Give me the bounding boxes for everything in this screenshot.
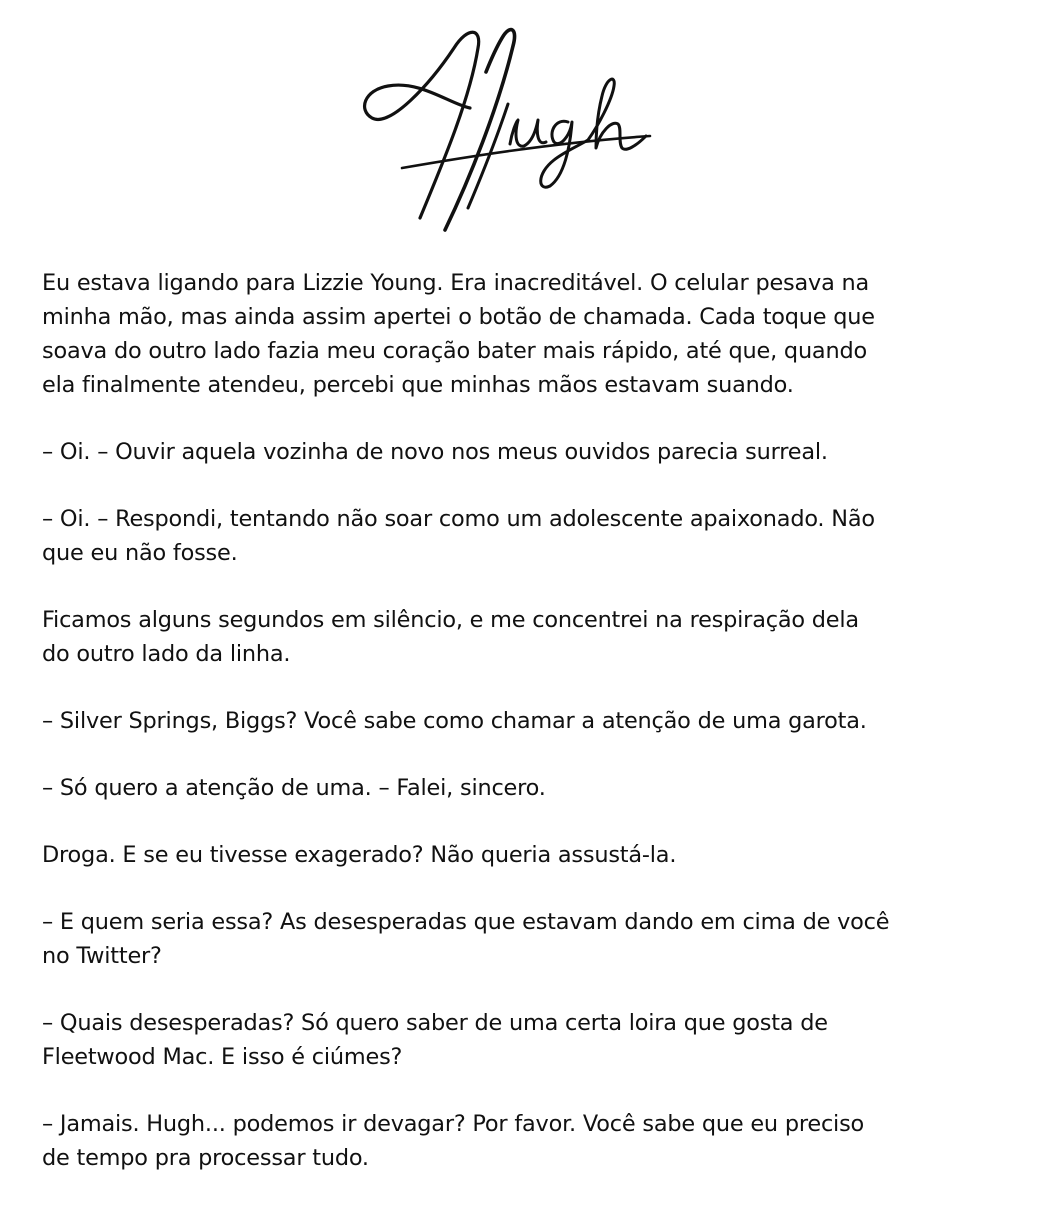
paragraph: – Só quero a atenção de uma. – Falei, sincero. xyxy=(42,775,546,801)
signature-icon xyxy=(350,8,670,240)
story-text xyxy=(42,266,1010,1208)
paragraph: Droga. E se eu tivesse exagerado? Não queria assustá-la. xyxy=(42,842,677,868)
paragraph: Eu estava ligando para Lizzie Young. Era inacreditável. O celular pesava na minha mão, mas ainda assim apertei o botão de chamada. Cada toque que soava do outro lado fazia meu coração bater mais rápido, até que, quando ela finalmente atendeu, percebi que minhas mãos estavam suando. xyxy=(42,270,875,398)
paragraph: Ficamos alguns segundos em silêncio, e me concentrei na respiração dela do outro lado da linha. xyxy=(42,607,859,667)
hugh-signature-logo xyxy=(350,8,670,240)
paragraph: – Jamais. Hugh... podemos ir devagar? Por favor. Você sabe que eu preciso de tempo pra processar tudo. xyxy=(42,1111,865,1171)
paragraph: – Oi. – Respondi, tentando não soar como um adolescente apaixonado. Não que eu não fosse. xyxy=(42,506,875,566)
paragraph: – Quais desesperadas? Só quero saber de uma certa loira que gosta de Fleetwood Mac. E isso é ciúmes? xyxy=(42,1010,828,1070)
paragraph: – E quem seria essa? As desesperadas que estavam dando em cima de você no Twitter? xyxy=(42,909,890,969)
paragraph: – Oi. – Ouvir aquela vozinha de novo nos meus ouvidos parecia surreal. xyxy=(42,439,828,465)
paragraph: – Silver Springs, Biggs? Você sabe como chamar a atenção de uma garota. xyxy=(42,708,867,734)
